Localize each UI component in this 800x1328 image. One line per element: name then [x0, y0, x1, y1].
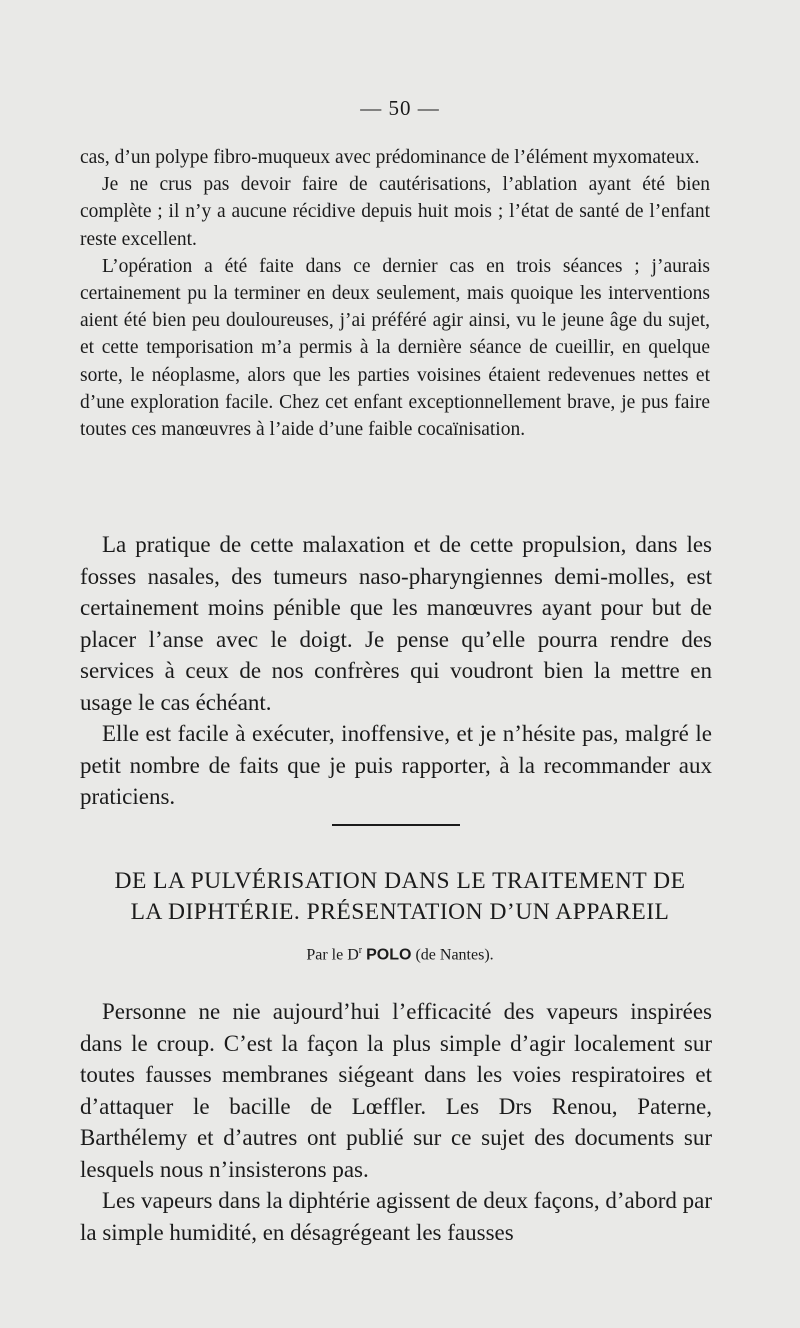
- conclusion-text: [80, 529, 712, 813]
- paragraph: Personne ne nie aujourd’hui l’efficacité des vapeurs inspirées dans le croup. C’est la façon la plus simple d’agir localement sur toutes fausses membranes siégeant dans les voies respiratoires et d’attaquer le bacille de Lœffler. Les Drs Renou, Paterne, Barthélemy et d’autres ont publié sur ce sujet des documents sur lesquels nous n’insisterons pas.: [80, 999, 712, 1182]
- article-title-line: DE LA PULVÉRISATION DANS LE TRAITEMENT DE: [114, 868, 686, 894]
- paragraph: Les vapeurs dans la diphtérie agissent de deux façons, d’abord par la simple humidité, en désagrégeant les fausses: [80, 1188, 712, 1245]
- paragraph: Elle est facile à exécuter, inoffensive, et je n’hésite pas, malgré le petit nombre de faits que je puis rapporter, à la recommander aux praticiens.: [80, 721, 712, 809]
- author-byline: [0, 945, 800, 964]
- paragraph: L’opération a été faite dans ce dernier cas en trois séances ; j’aurais certainement pu la terminer en deux seulement, mais quoique les interventions aient été bien peu douloureuses, j’ai préféré agir ainsi, vu le jeune âge du sujet, et cette temporisation m’a permis à la dernière séance de cueillir, en quelque sorte, le néoplasme, alors que les parties voisines étaient redevenues nettes et d’une exploration facile. Chez cet enfant exceptionnellement brave, je pus faire toutes ces manœuvres à l’aide d’une faible cocaïnisation.: [80, 255, 710, 441]
- section-divider: [332, 824, 460, 826]
- byline-sup: r: [358, 945, 363, 956]
- paragraph: La pratique de cette malaxation et de cette propulsion, dans les fosses nasales, des tumeurs naso-pharyngiennes demi-molles, est certainement moins pénible que les manœuvres ayant pour but de placer l’anse avec le doigt. Je pense qu’elle pourra rendre des services à ceux de nos confrères qui voudront bien la mettre en usage le cas échéant.: [80, 532, 712, 715]
- case-report-text: [80, 144, 710, 443]
- paragraph: cas, d’un polype fibro-muqueux avec prédominance de l’élément myxomateux.: [80, 147, 700, 168]
- article-title-line: LA DIPHTÉRIE. PRÉSENTATION D’UN APPAREIL: [130, 899, 670, 925]
- author-name: POLO: [366, 946, 412, 964]
- byline-suffix: (de Nantes).: [415, 946, 494, 964]
- byline-prefix: Par le D: [306, 946, 359, 964]
- article-title: [80, 866, 720, 928]
- page-number: — 50 —: [360, 96, 440, 120]
- article-body: [80, 996, 712, 1248]
- paragraph: Je ne crus pas devoir faire de cautérisations, l’ablation ayant été bien complète ; il n’y a aucune récidive depuis huit mois ; l’état de santé de l’enfant reste excellent.: [80, 174, 710, 250]
